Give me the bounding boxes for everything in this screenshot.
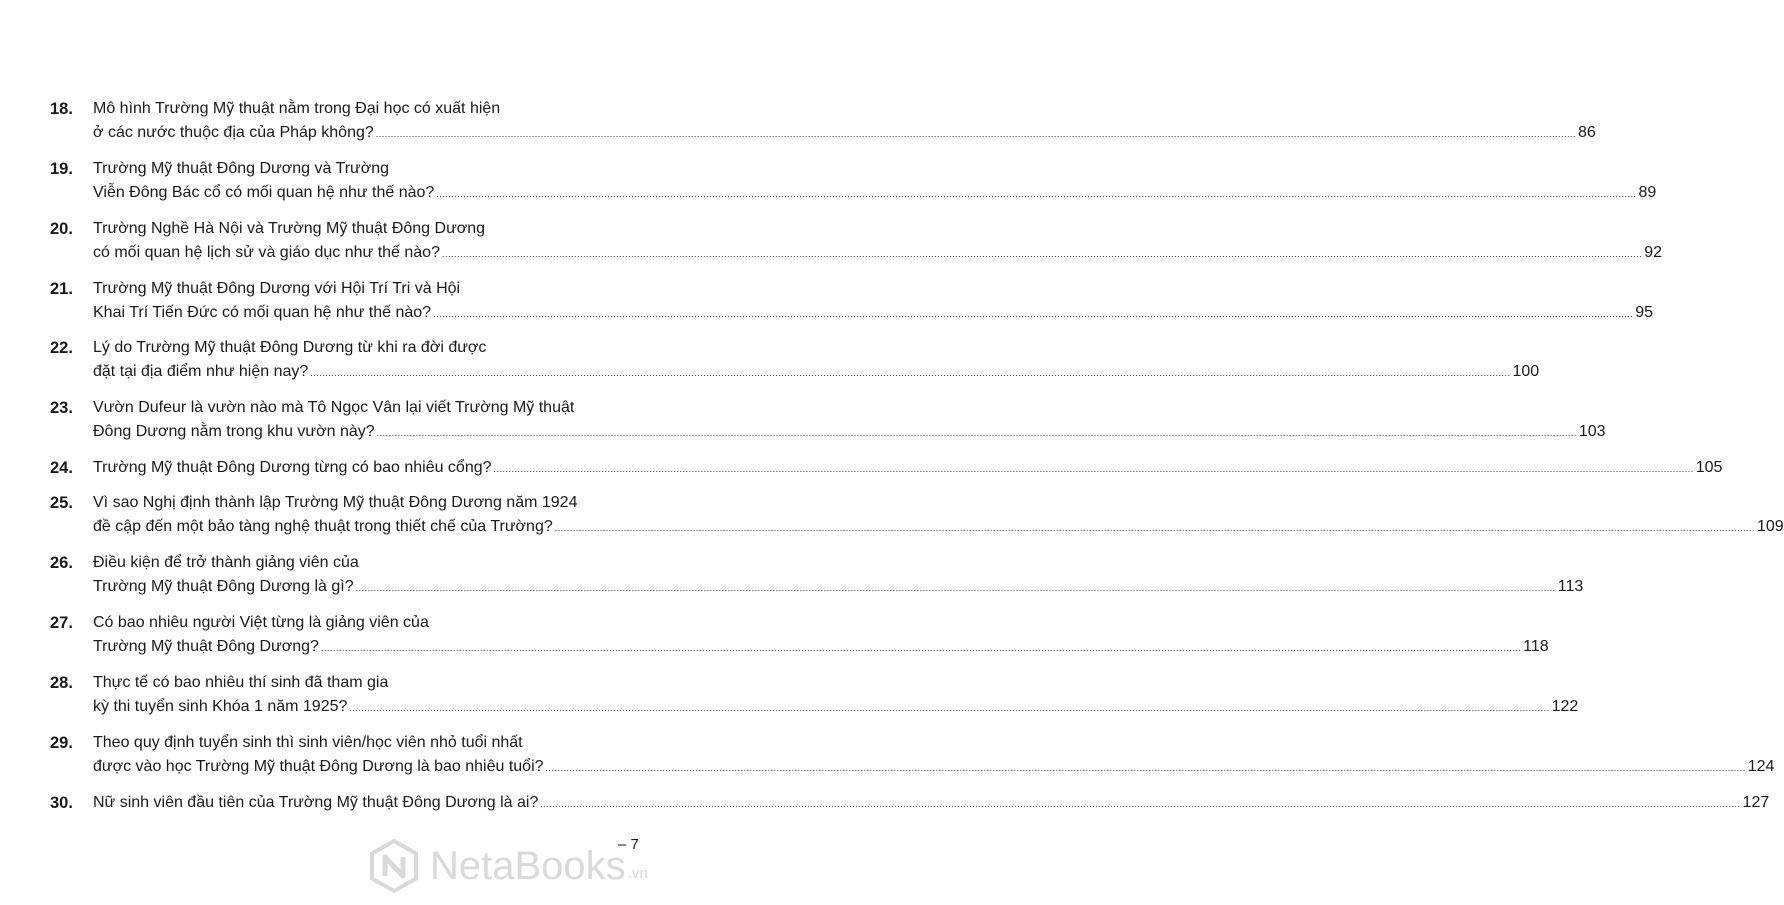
entry-page-number: 103 [1578, 423, 1606, 440]
dot-leader: ................................................................................................................................................................................................................................................................................................................................................................................................................ [545, 763, 1746, 773]
entry-title [93, 491, 1784, 539]
entry-title [93, 336, 1540, 384]
entry-number: 26. [50, 554, 73, 572]
entry-page-number: 92 [1644, 244, 1662, 261]
entry-title-line: Vườn Dufeur là vườn nào mà Tô Ngọc Vân lại viết Trường Mỹ thuật [93, 399, 575, 416]
entry-title [93, 611, 1549, 659]
entry-title-line: Có bao nhiêu người Việt từng là giảng viên của [93, 614, 429, 631]
dot-leader: ................................................................................................................................................................................................................................................................................................................................................................................................................ [433, 309, 1634, 319]
entry-page-number: 105 [1695, 459, 1723, 476]
entry-page-number: 86 [1577, 124, 1596, 141]
dot-leader: ................................................................................................................................................................................................................................................................................................................................................................................................................ [376, 428, 1577, 438]
page-number: – 7 [618, 836, 639, 853]
entry-number: 28. [50, 674, 73, 692]
entry-number: 20. [50, 220, 73, 238]
entry-title-line: Đông Dương nằm trong khu vườn này? [93, 423, 375, 440]
entry-page-number: 113 [1557, 578, 1584, 595]
entry-title-line: Viễn Đông Bác cổ có mối quan hệ như thế nào? [93, 184, 435, 201]
entry-number: 24. [50, 459, 73, 477]
entry-title-line: Thực tế có bao nhiêu thí sinh đã tham gia [93, 674, 389, 691]
watermark-suffix: .vn [627, 864, 648, 882]
entry-title-line: Nữ sinh viên đầu tiên của Trường Mỹ thuật Đông Dương là ai? [93, 794, 539, 811]
watermark-logo [366, 836, 696, 896]
entry-title [93, 731, 1775, 779]
entry-page-number: 124 [1747, 758, 1775, 775]
entry-page-number: 89 [1638, 184, 1657, 201]
entry-title-line: có mối quan hệ lịch sử và giáo dục như thế nào? [93, 244, 440, 261]
dot-leader: ................................................................................................................................................................................................................................................................................................................................................................................................................ [540, 799, 1741, 809]
netabooks-logo-icon [366, 838, 422, 894]
entry-title [93, 97, 1596, 145]
watermark-brand: NetaBooks [430, 843, 626, 888]
entry-title [93, 551, 1584, 599]
entry-number: 25. [50, 494, 73, 512]
entry-number: 18. [50, 100, 73, 118]
entry-page-number: 122 [1551, 698, 1579, 715]
entry-title-line: Theo quy định tuyển sinh thì sinh viên/học viên nhỏ tuổi nhất [93, 734, 523, 751]
entry-page-number: 109 [1756, 518, 1784, 535]
entry-title [93, 456, 1723, 480]
entry-title-line: được vào học Trường Mỹ thuật Đông Dương là bao nhiêu tuổi? [93, 758, 544, 775]
entry-title [93, 396, 1606, 444]
dot-leader: ................................................................................................................................................................................................................................................................................................................................................................................................................ [320, 643, 1522, 653]
entry-title [93, 157, 1657, 205]
dot-leader: ................................................................................................................................................................................................................................................................................................................................................................................................................ [310, 368, 1511, 378]
dot-leader: ................................................................................................................................................................................................................................................................................................................................................................................................................ [436, 189, 1637, 199]
entry-title-line: Trường Mỹ thuật Đông Dương từng có bao nhiêu cổng? [93, 459, 492, 476]
entry-title-line: ở các nước thuộc địa của Pháp không? [93, 124, 374, 141]
entry-title-line: kỳ thi tuyển sinh Khóa 1 năm 1925? [93, 698, 348, 715]
dot-leader: ................................................................................................................................................................................................................................................................................................................................................................................................................ [355, 583, 1556, 593]
entry-number: 22. [50, 339, 73, 357]
dot-leader: ................................................................................................................................................................................................................................................................................................................................................................................................................ [375, 129, 1576, 139]
entry-page-number: 95 [1635, 304, 1654, 321]
entry-number: 29. [50, 734, 73, 752]
entry-page-number: 127 [1742, 794, 1770, 811]
entry-number: 19. [50, 160, 73, 178]
entry-page-number: 118 [1523, 638, 1549, 655]
dot-leader: ................................................................................................................................................................................................................................................................................................................................................................................................................ [441, 249, 1643, 259]
entry-number: 27. [50, 614, 73, 632]
entry-title-line: Vì sao Nghị định thành lập Trường Mỹ thuật Đông Dương năm 1924 [93, 494, 578, 511]
entry-title-line: Mô hình Trường Mỹ thuật nằm trong Đại học có xuất hiện [93, 100, 501, 117]
entry-title-line: đề cập đến một bảo tàng nghệ thuật trong thiết chế của Trường? [93, 518, 553, 535]
entry-title-line: Trường Mỹ thuật Đông Dương? [93, 638, 319, 655]
entry-title-line: Trường Mỹ thuật Đông Dương là gì? [93, 578, 354, 595]
entry-number: 21. [50, 280, 73, 298]
entry-title-line: Khai Trí Tiến Đức có mối quan hệ như thế nào? [93, 304, 432, 321]
entry-title-line: đặt tại địa điểm như hiện nay? [93, 363, 309, 380]
entry-number: 23. [50, 399, 73, 417]
dot-leader: ................................................................................................................................................................................................................................................................................................................................................................................................................ [349, 703, 1550, 713]
entry-title-line: Điều kiện để trở thành giảng viên của [93, 554, 359, 571]
entry-title-line: Trường Mỹ thuật Đông Dương với Hội Trí Tri và Hội [93, 280, 461, 297]
entry-title-line: Trường Mỹ thuật Đông Dương và Trường [93, 160, 390, 177]
entry-number: 30. [50, 794, 73, 812]
entry-title-line: Trường Nghề Hà Nội và Trường Mỹ thuật Đông Dương [93, 220, 486, 237]
entry-title [93, 671, 1579, 719]
entry-title-line: Lý do Trường Mỹ thuật Đông Dương từ khi ra đời được [93, 339, 487, 356]
entry-title [93, 277, 1654, 325]
entry-title [93, 791, 1770, 815]
dot-leader: ................................................................................................................................................................................................................................................................................................................................................................................................................ [493, 464, 1694, 474]
entry-title [93, 217, 1662, 265]
dot-leader: ................................................................................................................................................................................................................................................................................................................................................................................................................ [554, 523, 1755, 533]
entry-page-number: 100 [1512, 363, 1540, 380]
